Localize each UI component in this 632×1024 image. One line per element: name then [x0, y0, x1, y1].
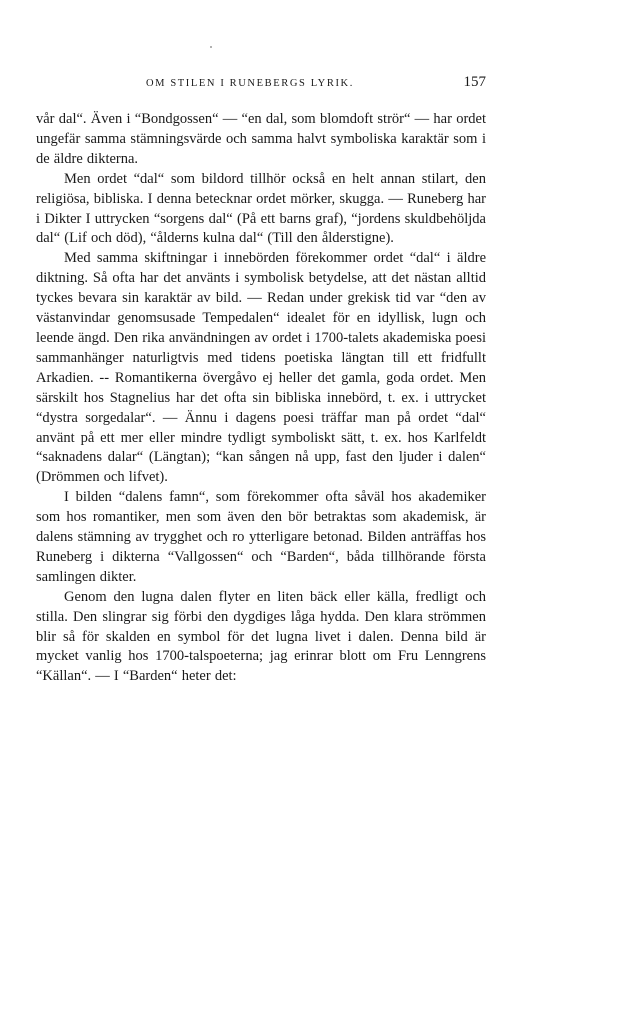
- paragraph-continuation: vår dal“. Även i “Bondgossen“ — “en dal, som blomdoft strör“ — har ordet ungefär samma stämningsvärde och samma halvt symboliska karaktär som i de äldre dikterna.: [36, 111, 486, 167]
- paragraph: Men ordet “dal“ som bildord tillhör också en helt annan stilart, den religiösa, bibliska. I denna betecknar ordet mörker, skugga. — Runeberg har i Dikter I uttrycken “sorgens dal“ (På ett barns graf), “jordens skuldbehöljda dal“ (Lif och död), “ålderns kulna dal“ (Till den ålderstigne).: [36, 170, 486, 247]
- running-head: [36, 72, 486, 98]
- page-number: 157: [463, 74, 486, 90]
- book-page: [36, 72, 486, 687]
- running-title: OM STILEN I RUNEBERGS LYRIK.: [146, 78, 354, 89]
- paragraph: Genom den lugna dalen flyter en liten bäck eller källa, fredligt och stilla. Den slingrar sig förbi den dygdiges låga hydda. Den klara strömmen blir så för skalden en symbol för det lugna livet i dalen. Denna bild är mycket vanlig hos 1700-talspoeterna; jag erinrar blott om Fru Lenngrens “Källan“. — I “Barden“ heter det:: [36, 588, 486, 685]
- paragraph: Med samma skiftningar i innebörden förekommer ordet “dal“ i äldre diktning. Så ofta har det använts i symbolisk betydelse, att det nästan alltid tyckes bevara sin karaktär av bild. — Redan under grekisk tid var “den av västanvindar genomsusade Tempedalen“ idealet för en idyllisk, lugn och leende ängd. Den rika användningen av ordet i 1700-talets akademiska poesi sammanhänger naturligtvis med tidens poetiska längtan till ett fridfullt Arkadien. -- Romantikerna övergåvo ej heller det gamla, goda ordet. Men särskilt hos Stagnelius har det ofta sin bibliska innebörd, t. ex. i uttrycket “dystra sorgedalar“. — Ännu i dagens poesi träffar man på ordet “dal“ använt på ett mer eller mindre tydligt symboliskt sätt, t. ex. hos Karlfeldt “saknadens dalar“ (Längtan); “kan sången nå upp, fast den ljuder i dalen“ (Drömmen och lifvet).: [36, 250, 486, 486]
- paragraph: I bilden “dalens famn“, som förekommer ofta såväl hos akademiker som hos romantiker, men som även den bör betraktas som akademisk, är dalens stämning av trygghet och ro ytterligare betonad. Bilden anträffas hos Runeberg i dikterna “Vallgossen“ och “Barden“, båda tillhörande första samlingen dikter.: [36, 489, 486, 585]
- print-speck: [210, 46, 212, 48]
- body-text: [36, 110, 486, 687]
